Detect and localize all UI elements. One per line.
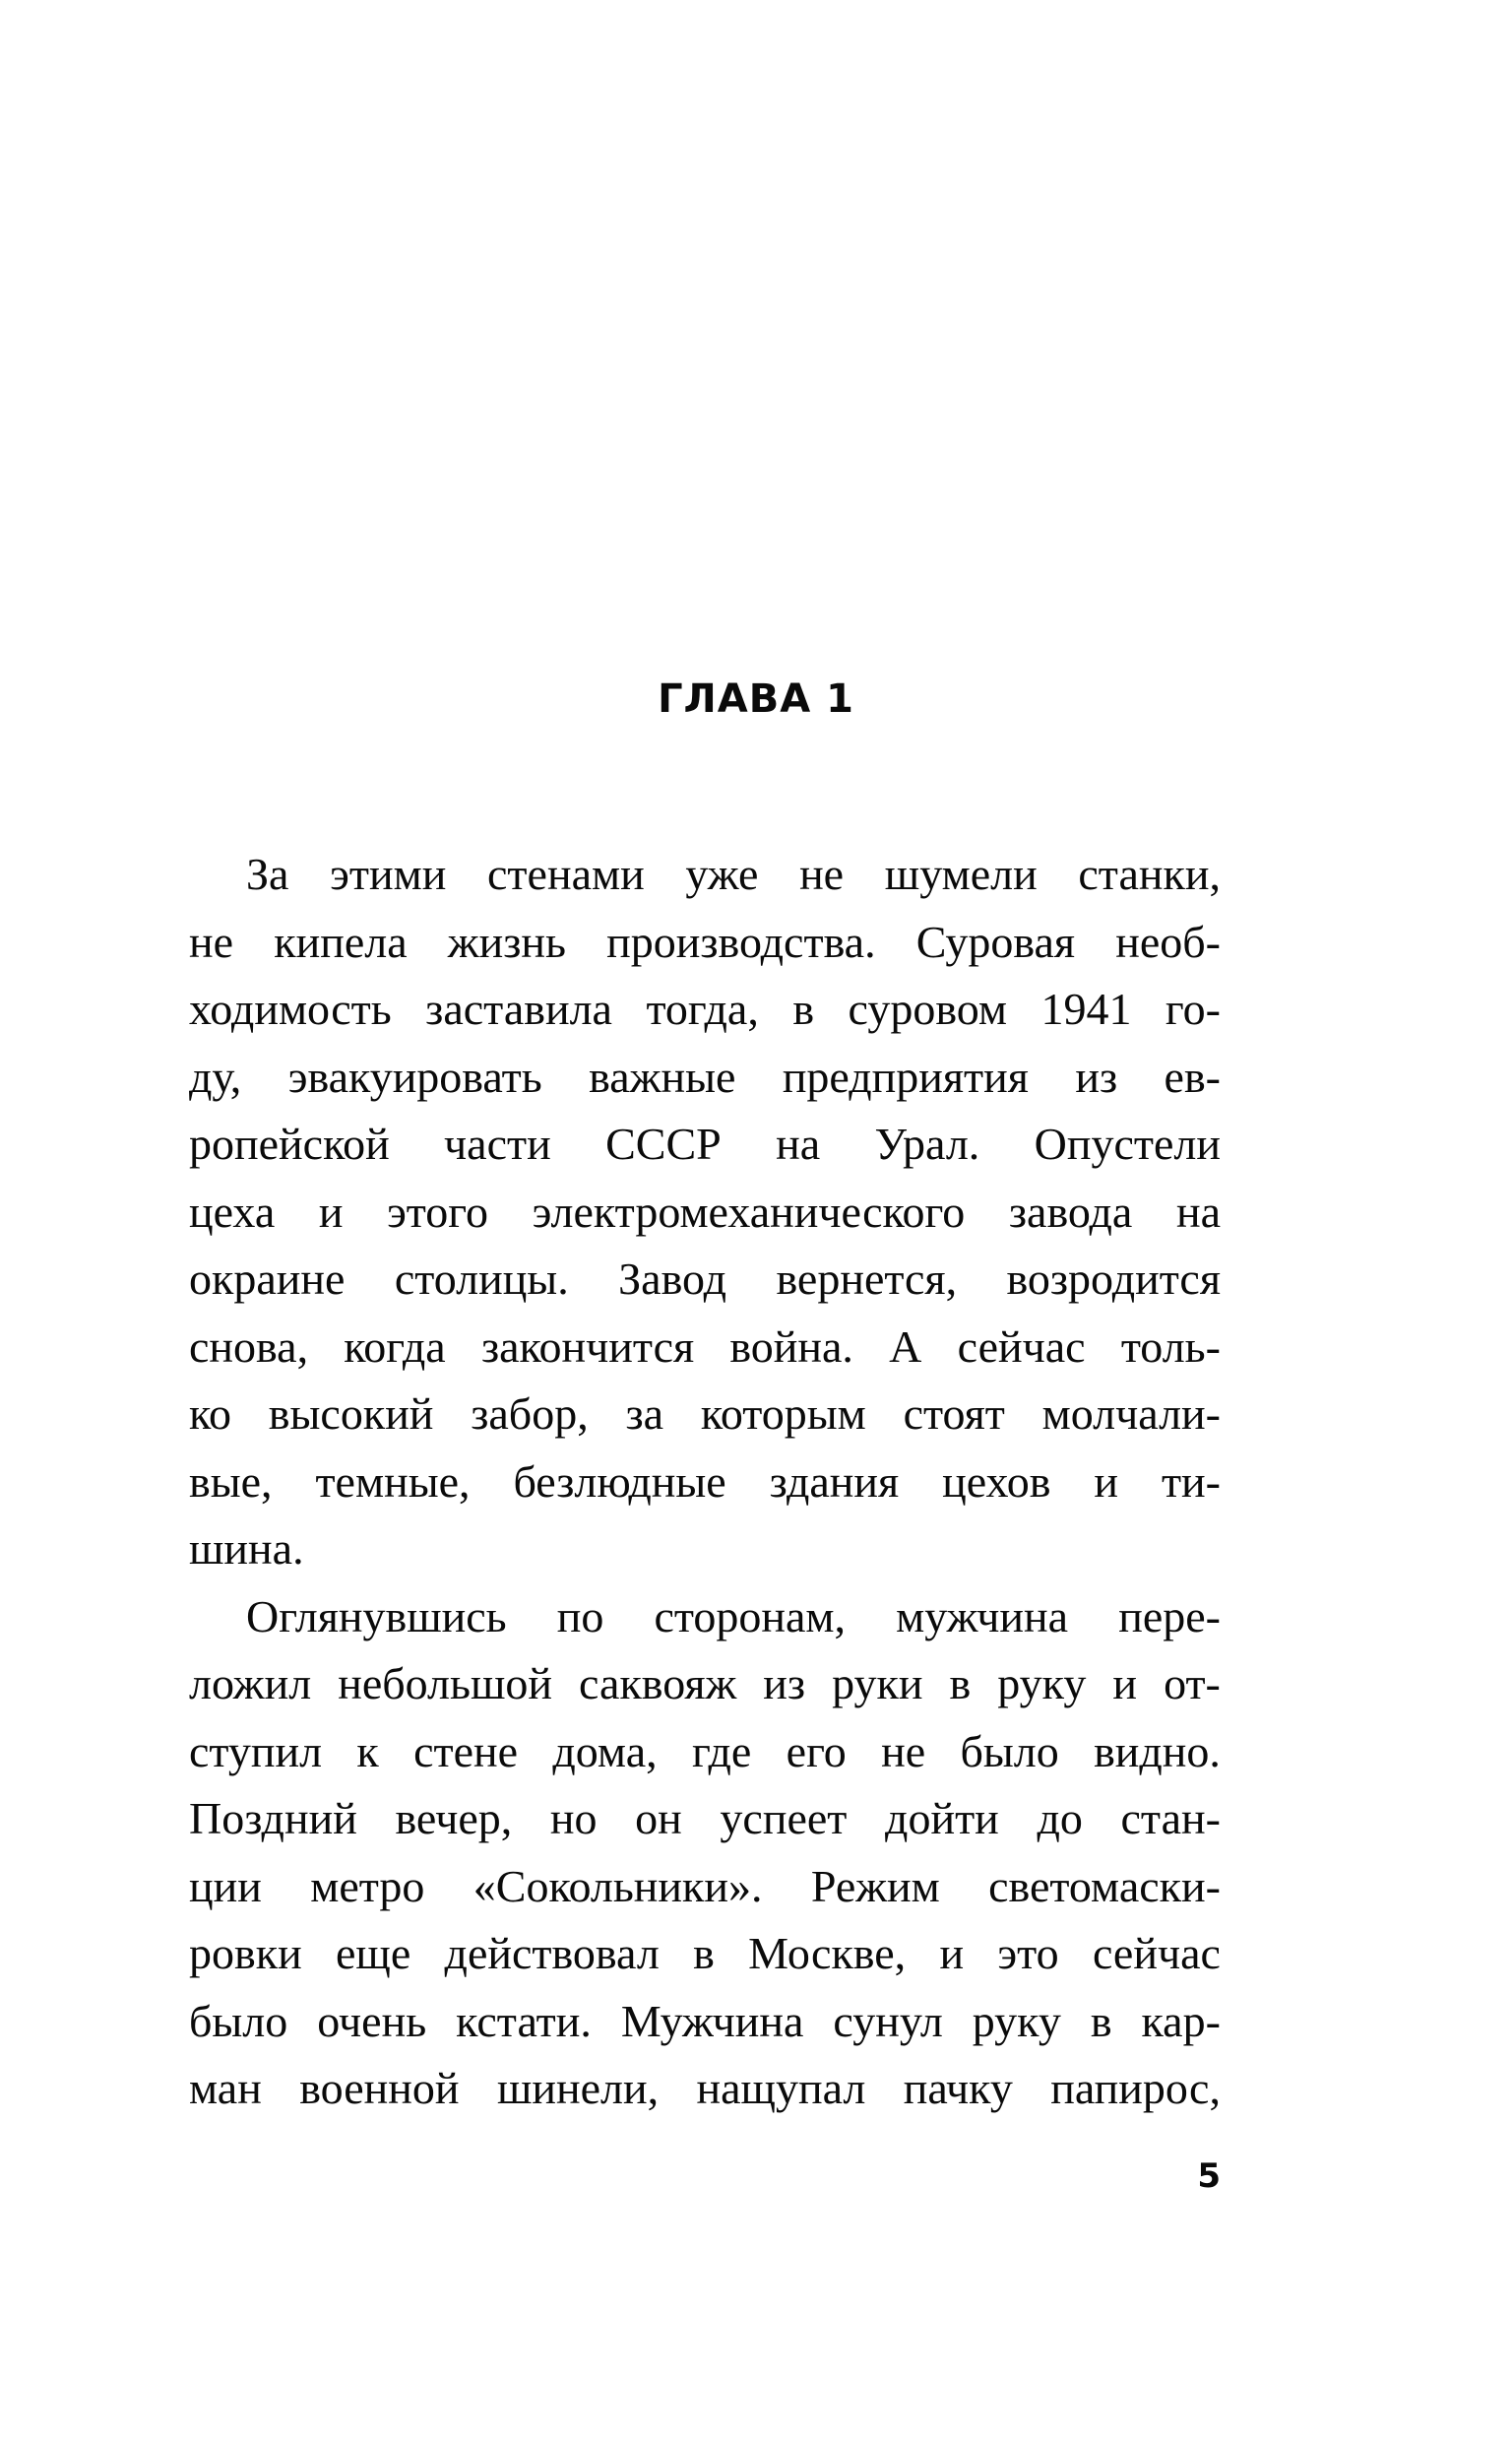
text-line bbox=[189, 845, 1221, 913]
word: не bbox=[881, 1725, 926, 1776]
text-line bbox=[189, 1519, 1221, 1587]
word: светомаски- bbox=[988, 1860, 1221, 1911]
word: в bbox=[693, 1928, 715, 1978]
word: тогда, bbox=[646, 984, 759, 1034]
word: производства. bbox=[606, 916, 876, 967]
word: ложил bbox=[189, 1658, 312, 1708]
word: цеха bbox=[189, 1186, 276, 1237]
word: снова, bbox=[189, 1320, 309, 1372]
word: жизнь bbox=[447, 916, 566, 967]
word: окраине bbox=[189, 1254, 346, 1304]
word: в bbox=[1090, 1995, 1112, 2046]
word: закончится bbox=[480, 1320, 695, 1372]
word: предприятия bbox=[782, 1051, 1029, 1102]
word: Москве, bbox=[748, 1928, 907, 1978]
word: и bbox=[1094, 1455, 1119, 1507]
word: на bbox=[1175, 1186, 1221, 1237]
word: возродится bbox=[1006, 1254, 1221, 1304]
text-line bbox=[189, 1183, 1221, 1251]
word: молчали- bbox=[1041, 1388, 1221, 1439]
text-line bbox=[189, 1924, 1221, 1992]
word: пере- bbox=[1118, 1590, 1221, 1641]
word: саквояж bbox=[579, 1658, 737, 1708]
word: в bbox=[949, 1658, 972, 1708]
word: суровом bbox=[848, 984, 1007, 1034]
word: стенами bbox=[487, 849, 645, 899]
word: завода bbox=[1008, 1186, 1133, 1237]
word: было bbox=[960, 1725, 1059, 1776]
word: где bbox=[691, 1725, 752, 1776]
word: из bbox=[1075, 1051, 1118, 1102]
text-line bbox=[189, 1857, 1221, 1925]
word: метро bbox=[310, 1860, 425, 1911]
word: А bbox=[889, 1320, 922, 1372]
word: до bbox=[1037, 1793, 1083, 1843]
word: стоят bbox=[903, 1388, 1005, 1439]
word: пачку bbox=[903, 2063, 1013, 2113]
word: го- bbox=[1165, 984, 1221, 1034]
word: «Сокольники». bbox=[472, 1860, 763, 1911]
word: по bbox=[556, 1590, 604, 1641]
word: столицы. bbox=[394, 1254, 569, 1304]
word: ман bbox=[189, 2063, 262, 2113]
word: когда bbox=[344, 1320, 446, 1372]
word: война. bbox=[729, 1320, 853, 1372]
word: Оглянувшись bbox=[246, 1590, 507, 1641]
word: и bbox=[939, 1928, 965, 1978]
word: кипела bbox=[274, 916, 408, 967]
word: сейчас bbox=[1092, 1928, 1221, 1978]
word: мужчина bbox=[896, 1590, 1069, 1641]
text-line bbox=[189, 1115, 1221, 1183]
word: Урал. bbox=[874, 1119, 980, 1169]
word: шумели bbox=[884, 849, 1038, 899]
word: цехов bbox=[942, 1455, 1051, 1507]
text-line bbox=[189, 2059, 1221, 2127]
word: было bbox=[189, 1995, 288, 2046]
word: электромеханического bbox=[532, 1186, 966, 1237]
word: СССР bbox=[605, 1119, 722, 1169]
word: здания bbox=[769, 1455, 900, 1507]
word: ев- bbox=[1164, 1051, 1221, 1102]
word: сторонам, bbox=[654, 1590, 847, 1641]
word: толь- bbox=[1120, 1320, 1221, 1372]
word: папирос, bbox=[1050, 2063, 1221, 2113]
word: не bbox=[799, 849, 845, 899]
word: Суровая bbox=[915, 916, 1076, 967]
word: ции bbox=[189, 1860, 262, 1911]
word: части bbox=[444, 1119, 551, 1169]
word: действовал bbox=[444, 1928, 660, 1978]
chapter-title: ГЛАВА 1 bbox=[658, 676, 854, 722]
text-line bbox=[189, 1318, 1221, 1385]
word: и bbox=[318, 1186, 344, 1237]
word: ступил bbox=[189, 1725, 323, 1776]
word: забор, bbox=[471, 1388, 589, 1439]
word: вечер, bbox=[395, 1793, 513, 1843]
word: успеет bbox=[720, 1793, 848, 1843]
word: вые, bbox=[189, 1455, 273, 1507]
word: из bbox=[763, 1658, 806, 1708]
word: ходимость bbox=[189, 984, 392, 1034]
body-text bbox=[189, 845, 1221, 2127]
word: сунул bbox=[833, 1995, 943, 2046]
word: военной bbox=[299, 2063, 460, 2113]
word: этими bbox=[330, 849, 447, 899]
word: уже bbox=[685, 849, 759, 899]
word: которым bbox=[700, 1388, 866, 1439]
word: Режим bbox=[810, 1860, 940, 1911]
word: высокий bbox=[268, 1388, 434, 1439]
text-line bbox=[189, 1250, 1221, 1318]
word: очень bbox=[317, 1995, 427, 2046]
text-line bbox=[189, 1048, 1221, 1116]
word: сейчас bbox=[957, 1320, 1086, 1372]
paragraph-2 bbox=[189, 1587, 1221, 2127]
paragraph-1 bbox=[189, 845, 1221, 1587]
word: ропейской bbox=[189, 1119, 390, 1169]
word: это bbox=[997, 1928, 1059, 1978]
word: видно. bbox=[1094, 1725, 1221, 1776]
word: ко bbox=[189, 1388, 232, 1439]
word: но bbox=[549, 1793, 598, 1843]
word: За bbox=[246, 849, 289, 899]
word: Опустели bbox=[1034, 1119, 1221, 1169]
word: руки bbox=[832, 1658, 923, 1708]
text-line bbox=[189, 913, 1221, 981]
word: еще bbox=[335, 1928, 411, 1978]
word: важные bbox=[589, 1051, 736, 1102]
word: ровки bbox=[189, 1928, 302, 1978]
text-line bbox=[189, 1992, 1221, 2060]
word: Мужчина bbox=[620, 1995, 804, 2046]
text-line bbox=[189, 1722, 1221, 1790]
word: необ- bbox=[1115, 916, 1221, 967]
text-line bbox=[189, 1452, 1221, 1520]
word: кар- bbox=[1141, 1995, 1221, 2046]
text-line bbox=[189, 1384, 1221, 1452]
word: руку bbox=[997, 1658, 1087, 1708]
word: в bbox=[792, 984, 815, 1034]
word: нащупал bbox=[696, 2063, 866, 2113]
word: дома, bbox=[552, 1725, 658, 1776]
word: ти- bbox=[1161, 1455, 1221, 1507]
word: Завод bbox=[618, 1254, 727, 1304]
word: дойти bbox=[885, 1793, 999, 1843]
word: вернется, bbox=[776, 1254, 958, 1304]
word: станки, bbox=[1078, 849, 1221, 899]
word: не bbox=[189, 916, 234, 967]
word: его bbox=[786, 1725, 847, 1776]
word: кстати. bbox=[456, 1995, 592, 2046]
word: шинели, bbox=[496, 2063, 660, 2113]
word: он bbox=[635, 1793, 682, 1843]
word: Поздний bbox=[189, 1793, 357, 1843]
word: на bbox=[776, 1119, 821, 1169]
word: стан- bbox=[1120, 1793, 1221, 1843]
word: заставила bbox=[425, 984, 612, 1034]
text-line bbox=[189, 1654, 1221, 1722]
word: небольшой bbox=[338, 1658, 553, 1708]
word: 1941 bbox=[1040, 984, 1132, 1034]
word: темные, bbox=[315, 1455, 471, 1507]
word: эвакуировать bbox=[287, 1051, 542, 1102]
page-number: 5 bbox=[1197, 2156, 1221, 2196]
word: ду, bbox=[189, 1051, 242, 1102]
word: от- bbox=[1164, 1658, 1221, 1708]
word: этого bbox=[387, 1186, 489, 1237]
text-line bbox=[189, 1587, 1221, 1655]
word: стене bbox=[413, 1725, 519, 1776]
word: безлюдные bbox=[513, 1455, 726, 1507]
word: шина. bbox=[189, 1523, 304, 1574]
text-line bbox=[189, 1789, 1221, 1857]
word: и bbox=[1112, 1658, 1138, 1708]
text-line bbox=[189, 980, 1221, 1048]
word: к bbox=[356, 1725, 379, 1776]
word: за bbox=[625, 1388, 664, 1439]
word: руку bbox=[972, 1995, 1061, 2046]
